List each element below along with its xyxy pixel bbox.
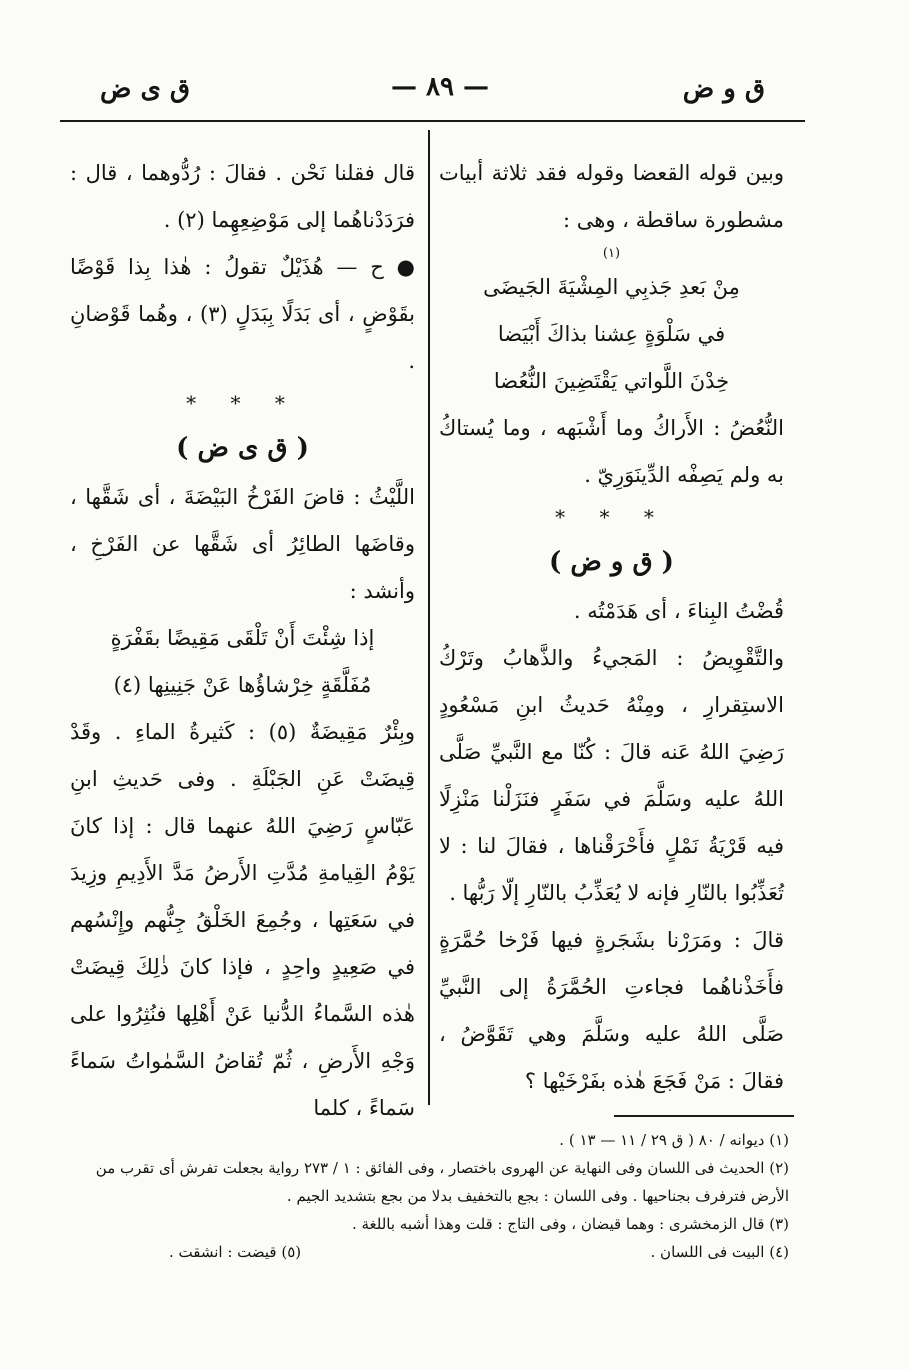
verse-line: مُفَلَّقَةٍ خِرْشاؤُها عَنْ جَنِينِها (٤) bbox=[113, 673, 372, 697]
header-root-right: ق و ض bbox=[682, 74, 765, 104]
running-header bbox=[60, 70, 805, 110]
paragraph: اللَّيْثُ : قاضَ الفَرْخُ البَيْضَةَ ، أى شَقَّها ، وقاضَها الطائِرُ أى شَقَّها عن الفَرْخِ ، وأنشد : bbox=[70, 485, 415, 603]
verse-line: خِدْنَ اللَّواتي يَقْتَضِينَ النُّعُضا bbox=[493, 369, 730, 393]
header-rule bbox=[60, 120, 805, 122]
paragraph: قال فقلنا نَحْن . فقالَ : رُدُّوهما ، قال : فرَدَدْناهُما إلى مَوْضِعِهِما (٢) . bbox=[70, 161, 415, 232]
footnote: (٣) قال الزمخشرى : وهما قيضان ، وفى التاج : قلت وهذا أشبه باللغة . bbox=[351, 1215, 789, 1233]
footnote: (٥) قيضت : انشقت . bbox=[169, 1243, 302, 1261]
left-column bbox=[70, 150, 415, 1132]
section-separator: * * * bbox=[186, 391, 299, 415]
right-column bbox=[439, 150, 784, 1105]
footnote-rule bbox=[614, 1115, 794, 1117]
paragraph: قالَ : ومَرَرْنا بشَجَرةٍ فيها فَرْخا حُمَّرَةٍ فأَخَذْناهُما فجاءتِ الحُمَّرَةُ إلى النَّبيِّ صَلَّى اللهُ عليه وسَلَّمَ وهي تَقَوَّضُ ، فقالَ : مَنْ فَجَعَ هٰذه بفَرْخَيْها ؟ bbox=[439, 928, 784, 1093]
footnote: (١) ديوانه / ٨٠ ( ق ٢٩ / ١١ — ١٣ ) . bbox=[559, 1131, 789, 1149]
paragraph: ● ح — هُذَيْلٌ تقولُ : هٰذا بِذا قَوْضًا بقَوْضٍ ، أى بَدَلًا بِبَدَلٍ (٣) ، وهُما قَوْضانِ . bbox=[70, 255, 415, 373]
verse-line: مِنْ بَعدِ جَذبِي المِشْيَةَ الجَيضَى bbox=[483, 275, 740, 299]
verse-line: في سَلْوَةٍ عِشنا بذاكَ أَبْيَضا bbox=[497, 322, 726, 346]
paragraph: قُضْتُ البِناءَ ، أى هَدَمْتُه . bbox=[573, 599, 784, 623]
footnote-marker: (١) bbox=[602, 246, 621, 261]
footnote: (٢) الحديث فى اللسان وفى النهاية عن الهروى باختصار ، وفى الفائق : ١ / ٢٧٣ رواية بجعلت تفرش أى تقرب من الأرض فترفرف بجناحيها . وفى اللسان : بجع بالتخفيف بدلا من بجع بتشديد الجيم . bbox=[95, 1159, 789, 1205]
entry-heading: ( ق ى ض ) bbox=[176, 433, 309, 463]
entry-heading: ( ق و ض ) bbox=[549, 547, 674, 577]
footnotes bbox=[89, 1126, 789, 1266]
column-divider bbox=[428, 130, 430, 1105]
page-number: — ٨٩ — bbox=[390, 72, 490, 102]
header-root-left: ق ى ض bbox=[100, 74, 191, 104]
verse-line: إذا شِئْتَ أَنْ تَلْقَى مَقِيضًا بقَفْرَةٍ bbox=[110, 626, 375, 650]
footnote: (٤) البيت فى اللسان . bbox=[650, 1243, 789, 1261]
paragraph: والتَّقْوِيضُ : المَجيءُ والذَّهابُ وتَرْكُ الاستِقرارِ ، ومِنْهُ حَديثُ ابنِ مَسْعُودٍ رَضِيَ اللهُ عَنه قالَ : كُنّا مع النَّبيِّ صَلَّى اللهُ عليه وسَلَّمَ في سَفَرٍ فنَزَلْنا مَنْزِلًا فيه قَرْيَةُ نَمْلٍ فأَحْرَقْناها ، فقالَ لنا : لا تُعَذِّبُوا بالنّارِ فإنه لا يُعَذِّبُ بالنّارِ إلّا رَبُّها . bbox=[439, 646, 784, 905]
paragraph: وبِئْرٌ مَقِيضَةٌ (٥) : كَثيرةُ الماءِ . وقَدْ قِيضَتْ عَنِ الجَبْلَةِ . وفى حَديثِ ابنِ عَبّاسٍ رَضِيَ اللهُ عنهما قال : إذا كانَ يَوْمُ القِيامةِ مُدَّتِ الأَرضُ مَدَّ الأَدِيمِ وزِيدَ في سَعَتِها ، وجُمِعَ الخَلْقُ جِنُّهم وإِنْسُهم في صَعِيدٍ واحِدٍ ، فإذا كانَ ذٰلِكَ قِيضَتْ هٰذه السَّماءُ الدُّنيا عَنْ أَهْلِها فنُثِرُوا على وَجْهِ الأَرضِ ، ثُمّ تُقاضُ السَّمٰواتُ سَماءً سَماءً ، كلما bbox=[70, 720, 415, 1120]
section-separator: * * * bbox=[555, 505, 668, 529]
paragraph: وبين قوله القعضا وقوله فقد ثلاثة أبيات مشطورة ساقطة ، وهى : bbox=[439, 161, 784, 232]
footnote-row bbox=[169, 1238, 789, 1266]
paragraph: النُّعُضُ : الأَراكُ وما أَشْبَهه ، وما يُستاكُ به ولم يَصِفْه الدِّينَوَرِيّ . bbox=[439, 416, 784, 487]
